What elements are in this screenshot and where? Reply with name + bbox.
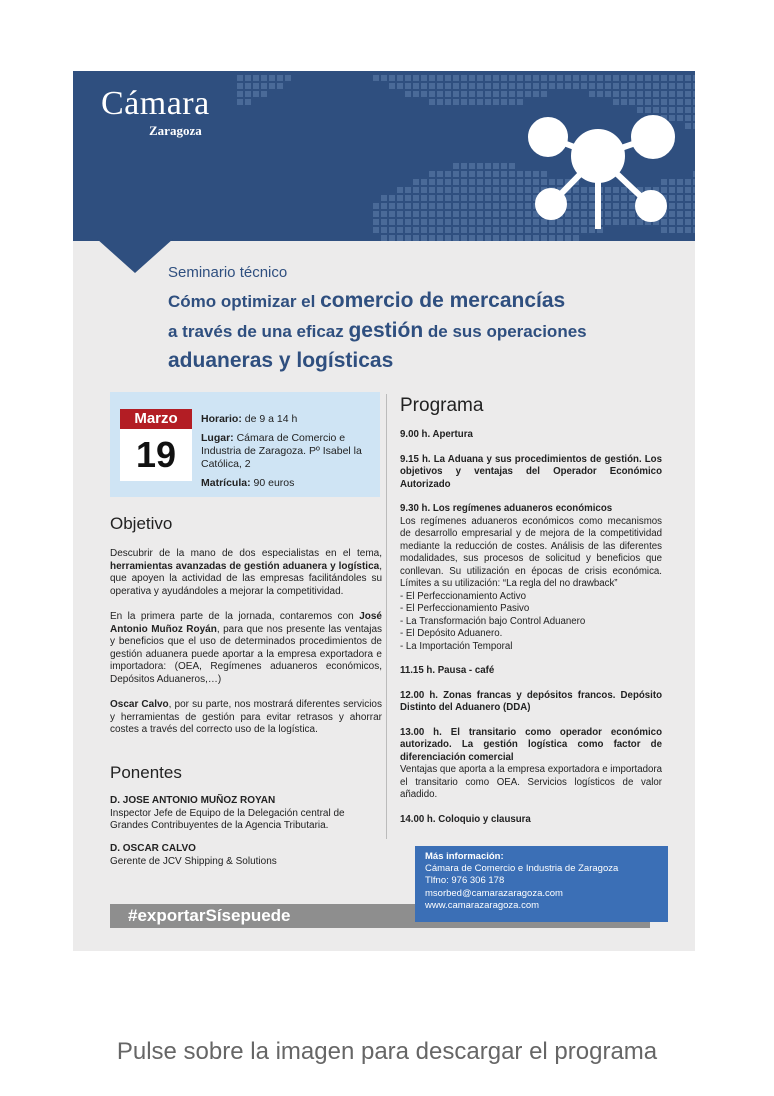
- programa-subitem: - La Transformación bajo Control Aduanero: [400, 615, 586, 627]
- ponente-role: Gerente de JCV Shipping & Solutions: [110, 855, 277, 867]
- horario-line: [201, 413, 371, 426]
- ponentes-heading: Ponentes: [110, 763, 182, 782]
- column-divider: [386, 394, 387, 839]
- contact-heading: Más información:: [425, 851, 504, 862]
- ponente-2: [110, 843, 382, 868]
- objetivo-paragraph-3: [110, 699, 382, 737]
- hashtag-bar: #exportarSísepuede: [110, 904, 650, 928]
- title-highlight: gestión: [348, 319, 424, 342]
- title-line-1: [168, 286, 688, 316]
- logo-city: Zaragoza: [149, 123, 202, 138]
- download-caption[interactable]: Pulse sobre la imagen para descargar el programa: [116, 1038, 658, 1065]
- programa-time: 11.15 h. Pausa - café: [400, 665, 495, 676]
- ponente-name: D. OSCAR CALVO: [110, 843, 196, 854]
- lugar-line: [201, 432, 371, 471]
- programa-desc: Ventajas que aporta a la empresa exportadora e importadora el transitario como OEA. Servicios logísticos de valor añadido.: [400, 764, 662, 800]
- title-part: Cómo optimizar el: [168, 292, 321, 311]
- title-line-3: [168, 346, 688, 376]
- text: Descubrir de la mano de dos especialistas en el tema,: [110, 548, 382, 559]
- contact-email[interactable]: msorbed@camarazaragoza.com: [425, 887, 563, 899]
- seminar-flyer[interactable]: [73, 71, 695, 951]
- event-day: 19: [120, 429, 192, 481]
- text-bold: herramientas avanzadas de gestión aduanera y logística: [110, 560, 380, 572]
- programa-item: [400, 690, 662, 715]
- lugar-label: Lugar:: [201, 432, 234, 444]
- programa-item: [400, 814, 662, 827]
- text-bold: Oscar Calvo: [110, 699, 169, 710]
- programa-time: 9.30 h. Los regímenes aduaneros económicos: [400, 503, 613, 514]
- logo-name: Cámara: [101, 85, 210, 122]
- text: , que apoyen la actividad de las empresas facilitándoles su operativa y ayudándoles a mejorar la competitividad.: [110, 560, 382, 597]
- seminar-title: [168, 286, 688, 376]
- programa-desc: Los regímenes aduaneros económicos como mecanismos de desarrollo empresarial y de mejora de la competitividad mediante la reducción de costes. Análisis de las diferentes modalidades, sus procesos de solicitud y beneficios que conllevan. Su utilización en épocas de crisis económica. Límites a su utilización: “La regla del no drawback”: [400, 515, 662, 589]
- programa-item: [400, 429, 662, 442]
- objetivo-paragraph-1: [110, 548, 382, 598]
- event-details: [201, 413, 371, 490]
- programa-list: [400, 429, 662, 838]
- lugar-value: Cámara de Comercio e Industria de Zaragoza. Pº Isabel la Católica, 2: [201, 432, 362, 470]
- programa-subitem: - El Perfeccionamiento Activo: [400, 590, 526, 602]
- camara-logo: [101, 87, 210, 139]
- text: En la primera parte de la jornada, contaremos con: [110, 611, 360, 622]
- matricula-value: 90 euros: [250, 477, 295, 489]
- banner-notch: [97, 239, 173, 273]
- event-info-box: [110, 392, 380, 497]
- programa-time: 12.00 h. Zonas francas y depósitos francos. Depósito Distinto del Aduanero (DDA): [400, 689, 662, 713]
- programa-item: [400, 503, 662, 653]
- text: , para que nos presente las ventajas y beneficios que el uso de determinados procedimientos de gestión aduanera puede aportar a la empresa exportadora e importadora: (OEA, Regímenes aduaneros económicos, Depósitos Aduaneros,…): [110, 623, 383, 685]
- programa-subitem: - El Depósito Aduanero.: [400, 628, 503, 639]
- programa-item: [400, 454, 662, 492]
- event-month: Marzo: [120, 409, 192, 429]
- contact-phone: Tlfno: 976 306 178: [425, 875, 505, 887]
- title-highlight: comercio de mercancías: [320, 289, 566, 312]
- programa-subitem: - La Importación Temporal: [400, 640, 513, 652]
- ponente-role: Inspector Jefe de Equipo de la Delegación central de Grandes Contribuyentes de la Agencia Tributaria.: [110, 807, 345, 831]
- programa-time: 14.00 h. Coloquio y clausura: [400, 813, 531, 825]
- title-highlight: aduaneras y logísticas: [168, 349, 394, 372]
- contact-web[interactable]: www.camarazaragoza.com: [425, 899, 540, 911]
- programa-item: [400, 665, 662, 678]
- programa-time: 13.00 h. El transitario como operador económico autorizado. La gestión logística como factor de diferenciación comercial: [400, 726, 662, 763]
- title-part: a través de una eficaz: [168, 322, 349, 341]
- objetivo-heading: Objetivo: [110, 514, 173, 533]
- programa-item: [400, 727, 662, 802]
- programa-heading: Programa: [400, 395, 484, 416]
- horario-value: de 9 a 14 h: [241, 413, 298, 425]
- contact-box: [415, 846, 668, 922]
- text-bold: José Antonio Muñoz Royán: [110, 611, 382, 635]
- objetivo-paragraph-2: [110, 611, 382, 686]
- horario-label: Horario:: [201, 413, 242, 425]
- contact-org: Cámara de Comercio e Industria de Zaragoza: [425, 863, 619, 875]
- programa-subitem: - El Perfeccionamiento Pasivo: [400, 603, 530, 614]
- programa-time: 9.00 h. Apertura: [400, 429, 473, 440]
- header-banner: [73, 71, 695, 241]
- seminar-subtitle: Seminario técnico: [168, 264, 288, 281]
- matricula-line: [201, 477, 371, 490]
- text: , por su parte, nos mostrará diferentes servicios y herramientas de gestión para evitar retrasos y ahorrar costes a través del correcto uso de la logística.: [110, 699, 382, 735]
- programa-time: 9.15 h. La Aduana y sus procedimientos de gestión. Los objetivos y ventajas del Operador Económico Autorizado: [400, 453, 662, 490]
- ponente-name: D. JOSE ANTONIO MUÑOZ ROYAN: [110, 795, 276, 806]
- title-line-2: [168, 316, 688, 346]
- title-part: de sus operaciones: [423, 322, 587, 341]
- ponente-1: [110, 795, 382, 833]
- matricula-label: Matrícula:: [201, 477, 251, 489]
